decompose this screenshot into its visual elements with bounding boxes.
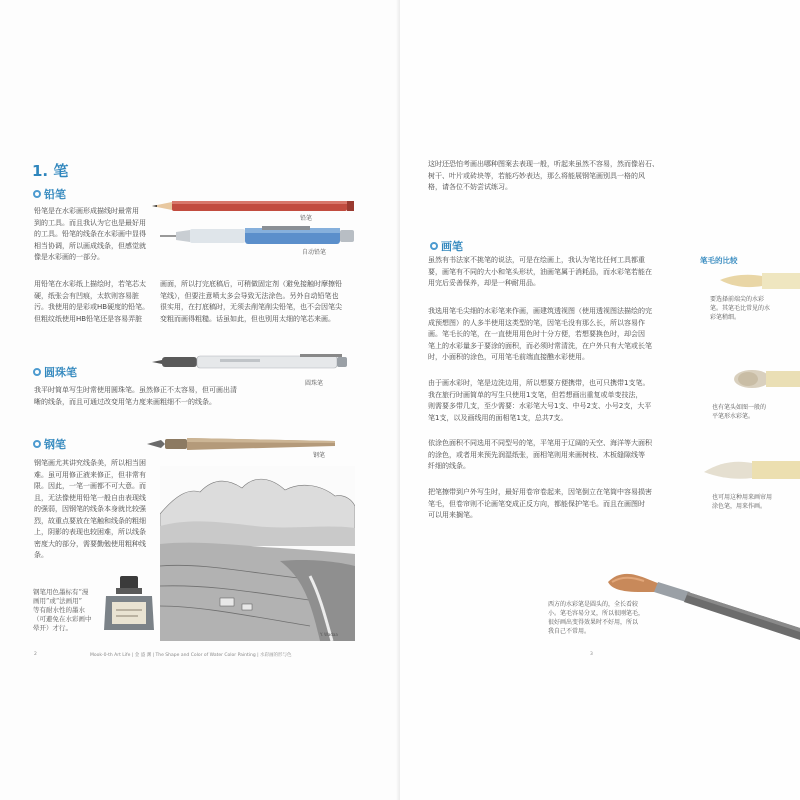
section-heading-brush bbox=[430, 238, 463, 254]
section-heading-pen-text: 钢笔 bbox=[44, 438, 66, 451]
section-heading-pencil-text: 铅笔 bbox=[44, 188, 66, 201]
flat-brush-image bbox=[734, 370, 800, 388]
caption-ballpoint: 圆珠笔 bbox=[305, 380, 324, 387]
caption-mechanical-pencil: 自动铅笔 bbox=[302, 249, 327, 256]
circle-bullet-icon bbox=[33, 190, 41, 198]
circle-bullet-icon bbox=[33, 440, 41, 448]
circle-bullet-icon bbox=[430, 242, 438, 250]
brush-paragraph-1: 虽然有书法家不挑笔的说法，可是在绘画上，我认为笔比任何工具都重 要，画笔有不同的大小和笔头形状，油画笔属于消耗品，而水彩笔若能在 用完后妥善保养，却是一种耐用品。 bbox=[428, 256, 652, 287]
circle-bullet-icon bbox=[33, 368, 41, 376]
brush-paragraph-4: 依涂色面积不同选用不同型号的笔，平笔用于辽阔的天空、海洋等大面积 的涂色，或者用来预先润湿纸张，面相笔则用来画树枝、木板缝隙线等 纤细的线条。 bbox=[428, 439, 652, 470]
ballpoint-pen-image bbox=[150, 350, 350, 376]
caption-pencil: 铅笔 bbox=[300, 215, 313, 222]
mechanical-pencil-image bbox=[160, 226, 354, 244]
section-heading-ballpoint bbox=[33, 364, 77, 380]
right-page bbox=[400, 0, 800, 800]
page-number-right: 3 bbox=[590, 652, 593, 657]
brush-paragraph-3: 由于画水彩时，笔是边洗边用，所以想要方便携带，也可只携带1支笔。 我在旅行时画简单的写生只使用1支笔，但若想画出重复或单变技法， 则需要多带几支，至少需要：水彩笔大号1支、中号2支、小号2支，大平 笔1支，以及画线用的面相笔1支，总共7支。 bbox=[428, 379, 652, 422]
brush-comparison-title: 笔毛的比较 bbox=[700, 256, 738, 265]
page-number-left: 2 bbox=[34, 652, 37, 657]
intro-paragraph: 这时还恐怕考画出哪种图案去表现一般，听起来虽然不容易，然而像岩石、 树干、叶片或砖块等，若能巧妙表达，那么将能展钢笔画别具一格的风 格，请各位不妨尝试练习。 bbox=[428, 160, 659, 191]
brush-paragraph-5: 把笔擦带到户外写生时，最好用卷帘卷起来，因笔倒立在笔筒中容易损害 笔毛，但卷帘则不论画笔变成正反方向，都能保护笔毛。而且在画图时 可以用来搁笔。 bbox=[428, 488, 652, 519]
sable-brush-note: 西方的水彩笔是圆头的，全长看较 小。笔毛容易分叉，所以很刚笔毛， 很好画出变得效果时不好用，所以 我自己不常用。 bbox=[548, 601, 645, 635]
ballpoint-paragraph: 我平时简单写生时常使用圆珠笔。虽然修正不太容易，但可画出清 晰的线条，而且可通过改变用笔力度来画粗细不一的线条。 bbox=[34, 386, 237, 406]
chapter-title: 1. 笔 bbox=[32, 162, 69, 180]
pencil-paragraph-2a: 用铅笔在水彩纸上描绘时，若笔芯太 硬，纸张会有凹痕，太软则容易脏 污。我使用的是彩或HB硬度的铅笔。 但粗纹纸使用HB铅笔还是容易弄脏 bbox=[34, 280, 150, 323]
section-heading-ballpoint-text: 圆珠笔 bbox=[44, 366, 77, 379]
round-brush-image bbox=[704, 461, 800, 479]
section-heading-brush-text: 画笔 bbox=[441, 240, 463, 253]
comparison-note-2: 也有笔头如图一般的 平笔形水彩笔。 bbox=[712, 404, 767, 420]
pencil-paragraph-1: 铅笔是在水彩画形成描线时最常用 到的工具。而且我认为它也是最好用 的工具。铅笔的线条在水彩画中显得 相当协调，所以画成线条，但感觉就 像是水彩画的一部分。 bbox=[34, 207, 146, 261]
pen-sketch-landscape bbox=[160, 466, 355, 641]
comparison-note-1: 要选择前端尖的水彩 笔。其笔毛比常见的水 彩笔稍细。 bbox=[710, 296, 771, 321]
section-heading-pen bbox=[33, 436, 66, 452]
pen-paragraph: 钢笔画尤其讲究线条美，所以相当困 难。虽可用修正液来修正，但非常有 限。因此，一笔一画都不可大意。而 且，无法像使用铅笔一般自由表现线 的强弱，因钢笔的线条本身就比较强 烈，故重点要放在笔触和线条的粗细 上，阴影的表现也较困难，所以线条 密度大的部分，需要勤勉使用粗种线 条。 bbox=[34, 459, 146, 559]
sketch-signature: Y. Wadaa bbox=[320, 632, 338, 637]
pointed-brush-image bbox=[720, 273, 800, 289]
pencil-illustrations bbox=[150, 191, 360, 256]
pencil-paragraph-2b: 画面，所以打完底稿后，可稍做固定剂（避免接触时摩擦铅 笔线），但要注意喷太多会导致无法涂色。另外自动铅笔也 很实用，在打底稿时，无须去削笔削尖铅笔，也不会因笔尖 变粗而画得粗糙。话虽如此，但也别用太细的笔芯来画。 bbox=[160, 280, 342, 323]
section-heading-pencil bbox=[33, 186, 66, 202]
footer-left: Mook-0-th Art Life | 金 盛 渊 | The Shape and Color of Water Color Painting | 水彩画的形与色 bbox=[90, 653, 292, 658]
brush-paragraph-2: 我选用笔毛尖细的水彩笔来作画，画建筑透视图（使用透视图法描绘的完 成预想图）的人多半使用这类型的笔，因笔毛没有那么长，所以容易作 画。笔毛长的笔，在一直使用用色时十分方便，若想要换色时，却会因 笔上的水彩量多于要涂的面积，而必须时常清洗，在户外只有大笔或长笔 时，小面积的涂色，可用笔毛前端直接醮水彩使用。 bbox=[428, 307, 652, 361]
ink-note: 钢笔用色墨标有“漫 画用”或“法画用” 等有耐水性的墨水 （可避免在水彩画中 晕开）才行。 bbox=[33, 588, 92, 632]
pencil-image bbox=[152, 201, 354, 211]
ink-bottle-image bbox=[100, 574, 158, 634]
caption-pen: 钢笔 bbox=[313, 452, 326, 459]
comparison-note-3: 也可用这种用来画帘用 涂色笔，用来作画。 bbox=[712, 494, 773, 510]
